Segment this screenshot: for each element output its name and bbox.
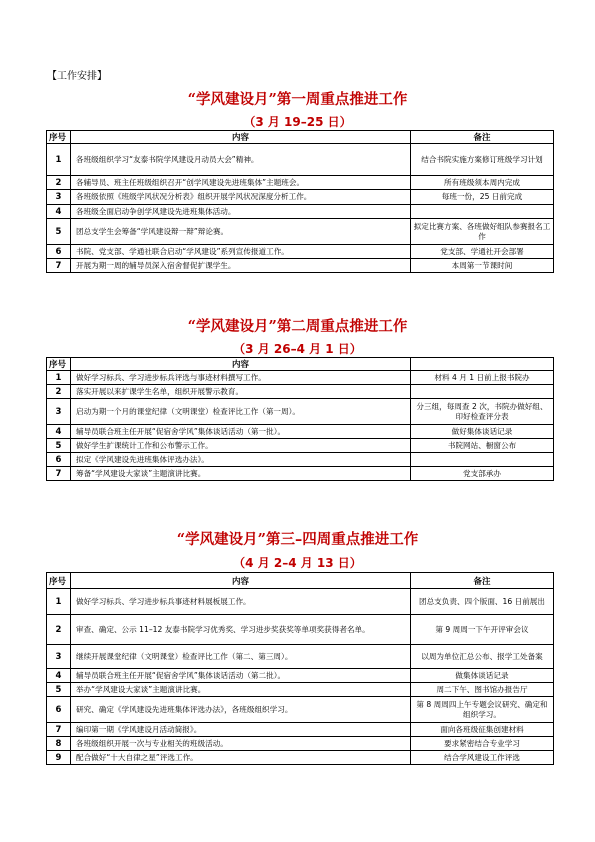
row-number: 7: [47, 723, 71, 737]
row-content: 开展为期一周的辅导员深入宿舍督促扩课学生。: [71, 259, 411, 273]
row-number: 2: [47, 176, 71, 190]
table-row: [47, 219, 554, 245]
table-row: [47, 425, 554, 439]
row-number: 4: [47, 425, 71, 439]
row-note: 材料 4 月 1 日前上报书院办: [411, 371, 554, 385]
row-number: 5: [47, 219, 71, 245]
row-number: 4: [47, 669, 71, 683]
row-note: [411, 453, 554, 467]
row-number: 8: [47, 737, 71, 751]
header-note: 备注: [411, 573, 554, 589]
row-number: 7: [47, 259, 71, 273]
table-row: [47, 589, 554, 615]
week1-table: [46, 130, 554, 273]
row-number: 5: [47, 683, 71, 697]
table-row: [47, 205, 554, 219]
row-content: 拟定《学风建设先进班集体评选办法》。: [71, 453, 411, 467]
row-content: 编印第一期《学风建设月活动简报》。: [71, 723, 411, 737]
header-note: 备注: [411, 131, 554, 144]
row-content: 各班级依照《班级学风状况分析表》组织开展学风状况深度分析工作。: [71, 190, 411, 205]
row-note: 面向各班级征集创建材料: [411, 723, 554, 737]
table-header: [47, 131, 554, 144]
table-row: [47, 615, 554, 645]
row-content: 继续开展课堂纪律（文明课堂）检查评比工作（第二、第三周）。: [71, 645, 411, 669]
table-row: [47, 176, 554, 190]
row-content: 举办“学风建设大家谈”主题演讲比赛。: [71, 683, 411, 697]
row-number: 3: [47, 399, 71, 425]
row-note: 结合学风建设工作评选: [411, 751, 554, 765]
row-number: 6: [47, 453, 71, 467]
row-note: 本周第一节课时间: [411, 259, 554, 273]
row-number: 2: [47, 615, 71, 645]
table-row: [47, 371, 554, 385]
row-note: 分三组，每周查 2 次，书院办做好组、印好检查评分表: [411, 399, 554, 425]
table-row: [47, 190, 554, 205]
table-header: [47, 573, 554, 589]
row-content: 做好学生扩课统计工作和公布警示工作。: [71, 439, 411, 453]
row-note: 书院网站、橱窗公布: [411, 439, 554, 453]
row-content: 配合做好“十大自律之星”评选工作。: [71, 751, 411, 765]
table-row: [47, 245, 554, 259]
table-row: [47, 723, 554, 737]
week2-title: “学风建设月”第二周重点推进工作: [187, 318, 408, 335]
row-number: 3: [47, 645, 71, 669]
table-row: [47, 697, 554, 723]
row-note: [411, 205, 554, 219]
table-row: [47, 683, 554, 697]
row-number: 7: [47, 467, 71, 481]
row-note: 以周为单位汇总公布、报学工处备案: [411, 645, 554, 669]
row-content: 辅导员联合班主任开展“促宿舍学风”集体谈话活动（第一批）。: [71, 425, 411, 439]
row-note: 党支部承办: [411, 467, 554, 481]
header-note: [411, 358, 554, 371]
row-note: 团总支负责、四个版面、16 日前展出: [411, 589, 554, 615]
row-number: 9: [47, 751, 71, 765]
row-note: 做好集体谈话记录: [411, 425, 554, 439]
row-number: 3: [47, 190, 71, 205]
section-tag: 【工作安排】: [47, 71, 107, 82]
header-no: 序号: [47, 573, 71, 589]
table-row: [47, 439, 554, 453]
row-content: 做好学习标兵、学习进步标兵评选与事迹材料撰写工作。: [71, 371, 411, 385]
row-content: 审查、确定、公示 11–12 友泰书院学习优秀奖、学习进步奖获奖等单项奖获得者名单。: [71, 615, 411, 645]
row-number: 6: [47, 697, 71, 723]
table-row: [47, 467, 554, 481]
row-note: 做集体谈话记录: [411, 669, 554, 683]
row-content: 落实开展以来扩课学生名单，组织开展警示教育。: [71, 385, 411, 399]
row-content: 书院、党支部、学通社联合启动“学风建设”系列宣传报道工作。: [71, 245, 411, 259]
row-note: 结合书院实施方案修订班级学习计划: [411, 144, 554, 176]
row-content: 各班级全面启动争创学风建设先进班集体活动。: [71, 205, 411, 219]
row-content: 筹备“学风建设大家谈”主题演讲比赛。: [71, 467, 411, 481]
header-content: 内容: [71, 358, 411, 371]
row-note: 每班一份，25 日前完成: [411, 190, 554, 205]
row-content: 研究、确定《学风建设先进班集体评选办法》，各班级组织学习。: [71, 697, 411, 723]
header-no: 序号: [47, 358, 71, 371]
row-content: 辅导员联合班主任开展“促宿舍学风”集体谈话活动（第二批）。: [71, 669, 411, 683]
row-number: 1: [47, 144, 71, 176]
week3-dates: （4 月 2–4 月 13 日）: [233, 556, 362, 570]
week1-dates: （3 月 19–25 日）: [243, 115, 352, 129]
row-note: 拟定比赛方案、各班做好组队参赛报名工作: [411, 219, 554, 245]
row-note: 第 9 周周一下午开评审会议: [411, 615, 554, 645]
row-note: 第 8 周周四上午专题会议研究、确定和组织学习。: [411, 697, 554, 723]
row-note: 所有班级须本周内完成: [411, 176, 554, 190]
row-number: 1: [47, 371, 71, 385]
row-note: [411, 385, 554, 399]
table-row: [47, 645, 554, 669]
header-no: 序号: [47, 131, 71, 144]
table-row: [47, 737, 554, 751]
week1-title: “学风建设月”第一周重点推进工作: [187, 91, 408, 108]
table-row: [47, 453, 554, 467]
row-number: 1: [47, 589, 71, 615]
week2-dates: （3 月 26–4 月 1 日）: [233, 342, 362, 356]
row-content: 各班级组织开展一次与专业相关的班级活动。: [71, 737, 411, 751]
week2-table: [46, 357, 554, 481]
header-content: 内容: [71, 131, 411, 144]
header-content: 内容: [71, 573, 411, 589]
row-number: 2: [47, 385, 71, 399]
row-number: 6: [47, 245, 71, 259]
table-row: [47, 385, 554, 399]
row-content: 各班级组织学习“友泰书院学风建设月动员大会”精神。: [71, 144, 411, 176]
row-content: 启动为期一个月的课堂纪律（文明课堂）检查评比工作（第一周）。: [71, 399, 411, 425]
row-note: 党支部、学通社开会部署: [411, 245, 554, 259]
row-number: 4: [47, 205, 71, 219]
table-row: [47, 399, 554, 425]
row-note: 要求紧密结合专业学习: [411, 737, 554, 751]
row-number: 5: [47, 439, 71, 453]
week3-title: “学风建设月”第三–四周重点推进工作: [176, 531, 419, 548]
week3-table: [46, 572, 554, 765]
row-content: 团总支学生会筹备“学风建设辩一辩”辩论赛。: [71, 219, 411, 245]
table-header: [47, 358, 554, 371]
table-row: [47, 259, 554, 273]
row-content: 做好学习标兵、学习进步标兵事迹材料展板展工作。: [71, 589, 411, 615]
table-row: [47, 751, 554, 765]
row-note: 周二下午、图书馆办报告厅: [411, 683, 554, 697]
row-content: 各辅导员、班主任班级组织召开“创学风建设先进班集体”主题班会。: [71, 176, 411, 190]
table-row: [47, 144, 554, 176]
table-row: [47, 669, 554, 683]
